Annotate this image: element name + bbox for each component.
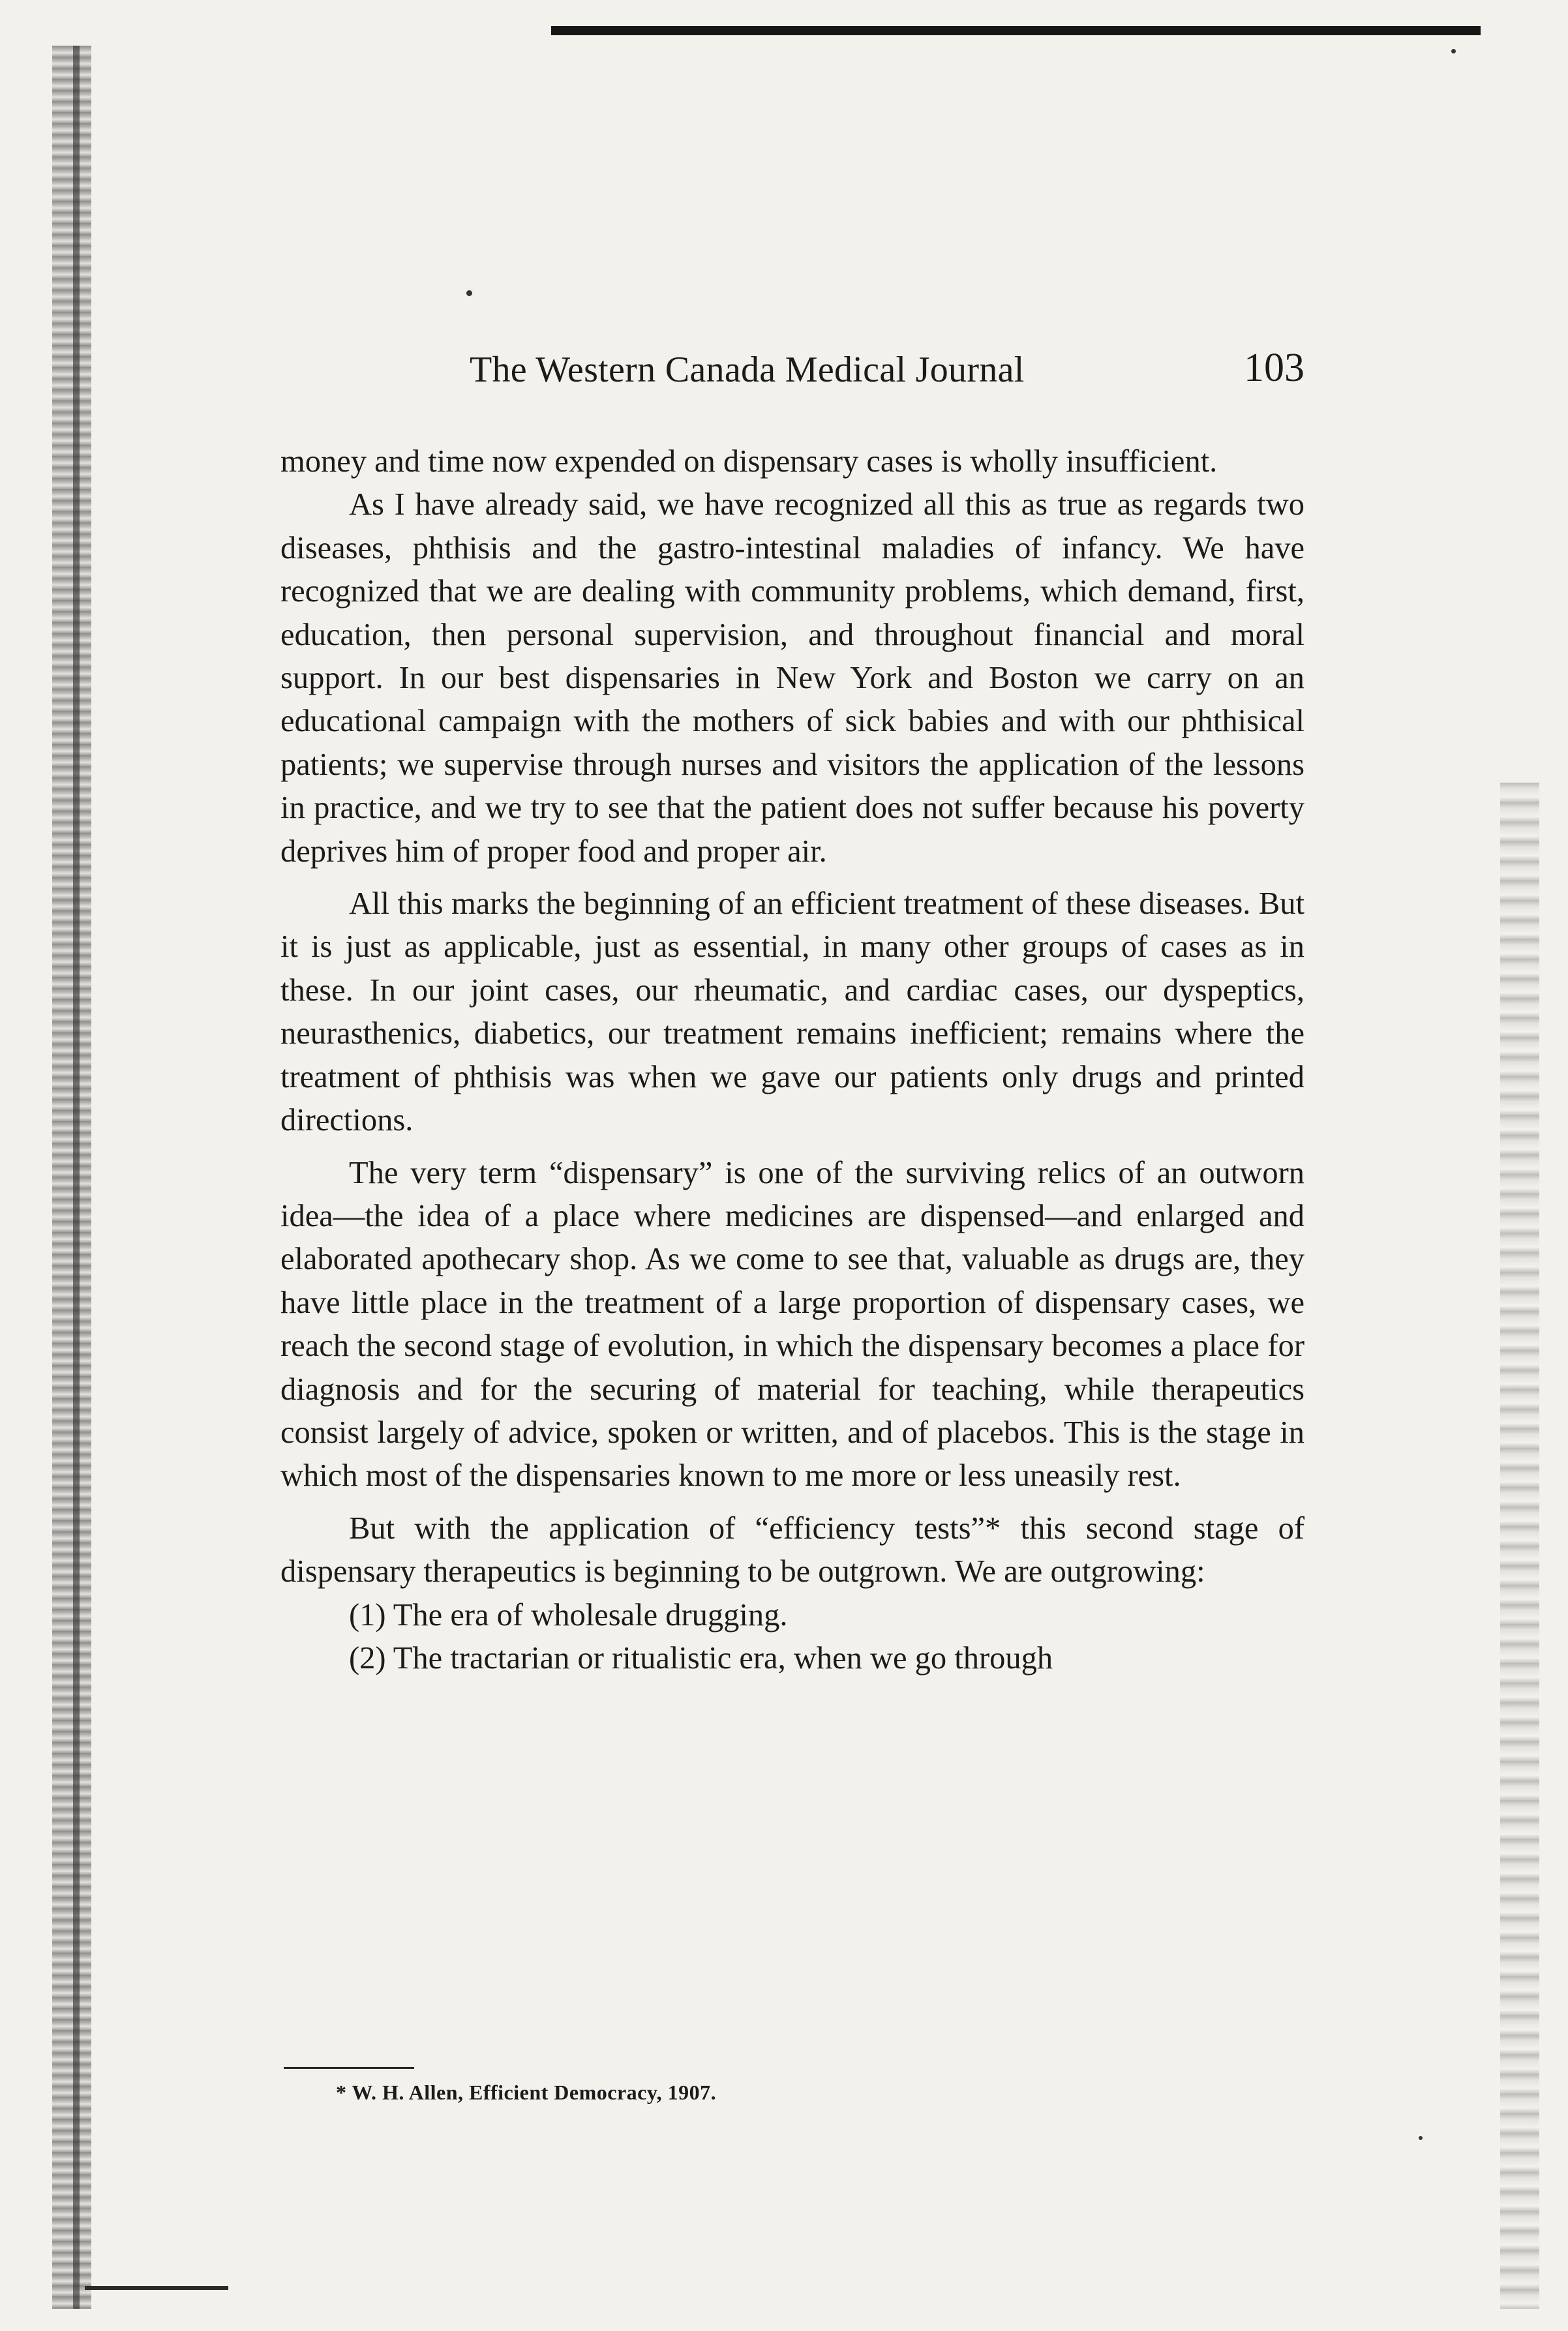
scan-top-rule [551,26,1481,35]
paragraph: money and time now expended on dispensary cases is wholly insufficient. [280,444,1218,479]
page-number: 103 [1244,346,1304,390]
running-title: The Western Canada Medical Journal [470,350,1025,390]
paragraph: As I have already said, we have recognized all this as true as regards two diseases, phthisis and the gastro-intestinal maladies of infancy. We have recognized that we are dealing with community problems, which demand, first, education, then personal supervision, and throughout financial and moral support. In our best dispensaries in New York and Boston we carry on an educational campaign with the mothers of sick babies and with our phthisical patients; we supervise through nurses and visitors the application of the lessons in practice, and we try to see that the patient does not suffer because his poverty deprives him of proper food and proper air. [280,487,1304,869]
list-item: (1) The era of wholesale drugging. [349,1597,788,1632]
paragraph: But with the application of “efficiency tests”* this second stage of dispensary therapeutics is beginning to be outgrown. We are outgrowing: [280,1511,1304,1589]
body-text [280,440,1304,1680]
scan-bottom-stroke [85,2286,228,2290]
scan-left-edge-core [73,46,80,2309]
scan-speck [466,290,472,296]
footnote-rule [284,2067,414,2069]
scan-left-edge [52,46,91,2309]
paragraph: All this marks the beginning of an efficient treatment of these diseases. But it is just as applicable, just as essential, in many other groups of cases as in these. In our joint cases, our rheumatic, and cardiac cases, our dyspeptics, neurasthenics, diabetics, our treatment remains inefficient; remains where the treatment of phthisis was when we gave our patients only drugs and printed directions. [280,886,1304,1138]
scan-speck [1419,2136,1423,2140]
scan-right-edge [1500,783,1539,2309]
list-item: (2) The tractarian or ritualistic era, when we go through [349,1640,1053,1676]
page-header [470,346,1304,408]
paragraph: The very term “dispensary” is one of the surviving relics of an outworn idea—the idea of a place where medicines are dispensed—and enlarged and elaborated apothecary shop. As we come to see that, valuable as drugs are, they have little place in the treatment of a large proportion of dispensary cases, we reach the second stage of evolution, in which the dispensary becomes a place for diagnosis and for the securing of material for teaching, while therapeutics consist largely of advice, spoken or written, and of placebos. This is the stage in which most of the dispensaries known to me more or less uneasily rest. [280,1155,1304,1494]
footnote: * W. H. Allen, Efficient Democracy, 1907. [336,2081,717,2104]
scan-speck [1451,49,1456,53]
